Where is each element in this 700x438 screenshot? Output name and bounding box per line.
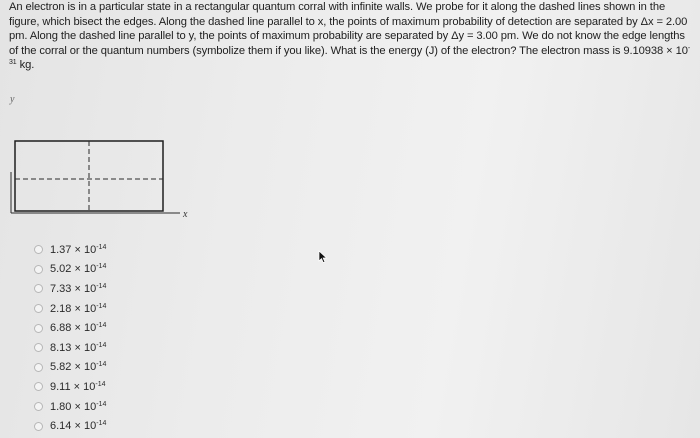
answer-option[interactable] xyxy=(34,299,106,319)
option-label: $7.33 \times 10^{-14}$ xyxy=(50,282,107,295)
corral-figure xyxy=(0,90,210,235)
y-axis-label: y xyxy=(10,94,15,105)
answer-option[interactable] xyxy=(34,377,106,397)
option-label: $8.13 \times 10^{-14}$ xyxy=(50,341,107,354)
answer-option[interactable] xyxy=(34,358,106,378)
answer-option[interactable] xyxy=(34,260,106,280)
radio-button[interactable] xyxy=(34,402,43,411)
answer-option[interactable] xyxy=(34,416,106,436)
radio-button[interactable] xyxy=(34,284,43,293)
corral-diagram xyxy=(0,90,210,230)
option-label: $2.18 \times 10^{-14}$ xyxy=(50,302,107,315)
answer-option[interactable] xyxy=(34,318,106,338)
mass-exponent: -31 xyxy=(9,44,691,67)
answer-option[interactable] xyxy=(34,338,106,358)
question-intro: An electron is in a particular state in a rectangular quantum corral with infinite walls. We probe for it along the dashed lines shown in the figure, which bisect the edges. Along the dashed line parallel to x, the points of maximum probability of detection are separated by Δx = 2.00 pm. Along the dashed line parallel to y, the points of maximum probability are separated by Δy = 3.00 pm. We do not know the edge lengths of the corral or the quantum numbers (symbolize them if you like). What is the energy (J) of the electron? The electron mass is 9.10938 × 10 xyxy=(9,1,688,57)
x-axis-label: x xyxy=(183,209,188,220)
radio-button[interactable] xyxy=(34,245,43,254)
mass-unit: kg. xyxy=(16,59,35,72)
option-label: $1.80 \times 10^{-14}$ xyxy=(50,400,107,413)
answer-option[interactable] xyxy=(34,279,106,299)
answer-option[interactable] xyxy=(34,240,106,260)
mouse-pointer-icon xyxy=(318,250,328,269)
question-text xyxy=(9,0,693,73)
radio-button[interactable] xyxy=(34,304,43,313)
option-label: $1.37 \times 10^{-14}$ xyxy=(50,243,107,256)
answer-options xyxy=(34,240,106,436)
radio-button[interactable] xyxy=(34,363,43,372)
radio-button[interactable] xyxy=(34,382,43,391)
option-label: $5.02 \times 10^{-14}$ xyxy=(50,263,107,276)
option-label: $6.88 \times 10^{-14}$ xyxy=(50,322,107,335)
radio-button[interactable] xyxy=(34,265,43,274)
option-label: $6.14 \times 10^{-14}$ xyxy=(50,420,107,433)
radio-button[interactable] xyxy=(34,324,43,333)
radio-button[interactable] xyxy=(34,422,43,431)
option-label: $5.82 \times 10^{-14}$ xyxy=(50,361,107,374)
answer-option[interactable] xyxy=(34,397,106,417)
option-label: $9.11 \times 10^{-14}$ xyxy=(50,380,106,393)
radio-button[interactable] xyxy=(34,343,43,352)
